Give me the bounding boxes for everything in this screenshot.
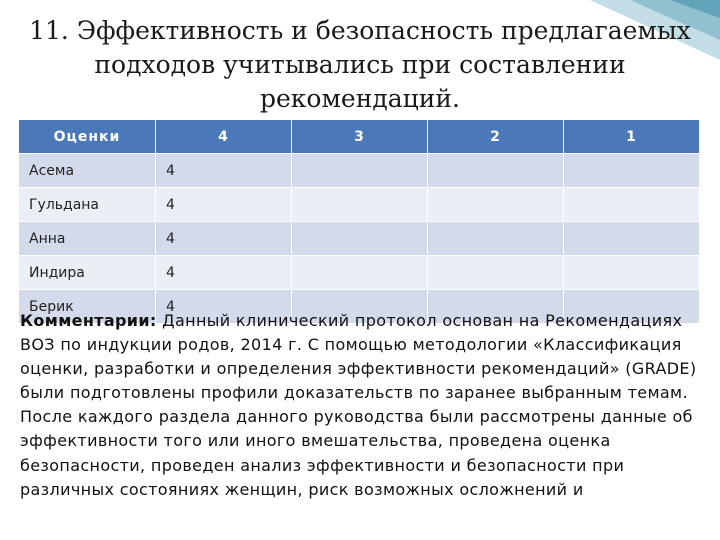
- table-cell: Берик: [19, 290, 156, 324]
- header-cell: 4: [156, 120, 292, 154]
- table-cell: Анна: [19, 222, 156, 256]
- table-cell: [564, 188, 700, 222]
- comment-text: Данный клинический протокол основан на Рекомендациях ВОЗ по индукции родов, 2014 г. С помощью методологии «Классификация оценки, разработки и определения эффективности рекомендаций» (GRADE) были подготовлены профили доказательств по заранее выбранным темам. После каждого раздела данного руководства были рассмотрены данные об эффективности того или иного вмешательства, проведена оценка безопасности, проведен анализ эффективности и безопасности при различных состояниях женщин, риск возможных осложнений и: [20, 311, 697, 499]
- comment-label: Комментарии:: [20, 311, 157, 330]
- table-cell: Индира: [19, 256, 156, 290]
- table-cell: [292, 222, 428, 256]
- table-cell: 4: [156, 154, 292, 188]
- comment-block: [20, 309, 700, 540]
- table-cell: Асема: [19, 154, 156, 188]
- table-cell: 4: [156, 188, 292, 222]
- table-cell: [564, 154, 700, 188]
- table-cell: [292, 188, 428, 222]
- header-cell: 3: [292, 120, 428, 154]
- header-cell: 1: [564, 120, 700, 154]
- table-cell: [564, 222, 700, 256]
- slide-number: 11.: [29, 16, 69, 45]
- table-cell: 4: [156, 256, 292, 290]
- table-cell: [428, 256, 564, 290]
- table-row: [19, 222, 700, 256]
- table-cell: 4: [156, 222, 292, 256]
- table-row: [19, 188, 700, 222]
- scores-table: [18, 119, 700, 324]
- header-cell: 2: [428, 120, 564, 154]
- table-header-row: [19, 120, 700, 154]
- table-cell: [564, 256, 700, 290]
- table-cell: [428, 154, 564, 188]
- slide-title-text: Эффективность и безопасность предлагаемых подходов учитывались при составлении рекомендаций.: [76, 16, 691, 113]
- table-cell: Гульдана: [19, 188, 156, 222]
- table-cell: [292, 154, 428, 188]
- table-cell: [428, 222, 564, 256]
- header-cell: Оценки: [19, 120, 156, 154]
- slide-title: [20, 14, 700, 116]
- table-cell: [292, 256, 428, 290]
- table-row: [19, 154, 700, 188]
- table-cell: 4: [156, 290, 292, 324]
- table-cell: [428, 188, 564, 222]
- table-row: [19, 256, 700, 290]
